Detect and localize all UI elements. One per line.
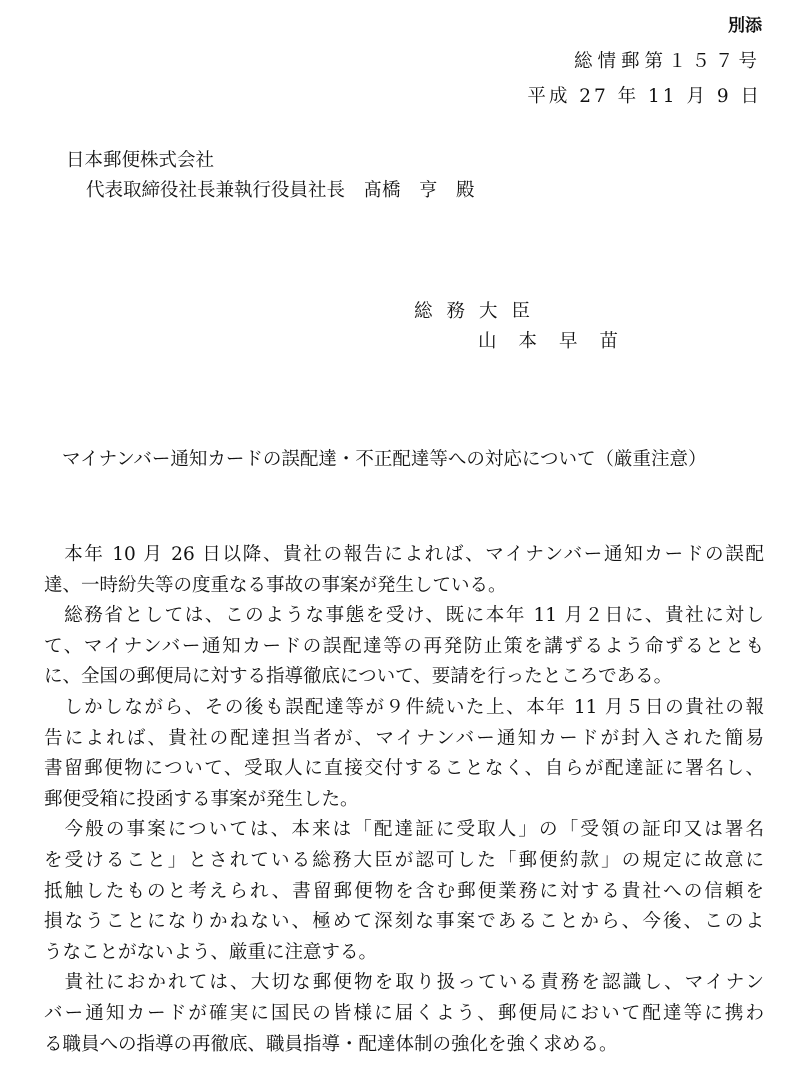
body-line: に、全国の郵便局に対する指導徹底について、要請を行ったところである。 [44, 666, 673, 688]
addressee-person: 代表取締役社長兼執行役員社長 髙橋 亨 殿 [86, 180, 475, 201]
body-line: を受けること」とされている総務大臣が認可した「郵便約款」の規定に故意に [44, 849, 764, 871]
body-line: る職員への指導の再徹底、職員指導・配達体制の強化を強く求める。 [44, 1033, 618, 1055]
body-line: 本年 10 月 26 日以降、貴社の報告によれば、マイナンバー通知カードの誤配 [44, 544, 764, 565]
document-number: 総情郵第１５７号 [573, 51, 762, 72]
document-date: 平成 27 年 11 月 9 日 [527, 86, 762, 107]
addressee-company: 日本郵便株式会社 [66, 150, 215, 171]
attachment-label: 別添 [728, 16, 762, 36]
body-line: うなことがないよう、厳重に注意する。 [44, 941, 378, 963]
body-line: 達、一時紛失等の度重なる事故の事案が発生している。 [44, 574, 507, 596]
body-line: 今般の事案については、本来は「配達証に受取人」の「受領の証印又は署名 [44, 819, 764, 841]
sender-title: 総務大臣 [414, 301, 545, 322]
sender-name: 山本早苗 [478, 331, 641, 352]
body-line: しかしながら、その後も誤配達等が９件続いた上、本年 11 月５日の貴社の報 [44, 696, 764, 718]
body-line: 損なうことになりかねない、極めて深刻な事案であることから、今後、このよ [44, 911, 764, 933]
body-line: バー通知カードが確実に国民の皆様に届くよう、郵便局において配達等に携わ [44, 1002, 764, 1024]
body-line: 貴社におかれては、大切な郵便物を取り扱っている責務を認識し、マイナン [44, 972, 764, 994]
body-line: 総務省としては、このような事態を受け、既に本年 11 月２日に、貴社に対し [44, 605, 764, 627]
body-line: て、マイナンバー通知カードの誤配達等の再発防止策を講ずるよう命ずるととも [44, 635, 764, 657]
document-body [44, 540, 764, 1060]
body-line: 郵便受箱に投函する事案が発生した。 [44, 788, 359, 810]
body-line: 書留郵便物について、受取人に直接交付することなく、自らが配達証に署名し、 [44, 758, 764, 780]
body-line: 抵触したものと考えられ、書留郵便物を含む郵便業務に対する貴社への信頼を [44, 880, 764, 902]
document-subject: マイナンバー通知カードの誤配達・不正配達等への対応について（厳重注意） [62, 449, 707, 470]
body-line: 告によれば、貴社の配達担当者が、マイナンバー通知カードが封入された簡易 [44, 727, 764, 749]
